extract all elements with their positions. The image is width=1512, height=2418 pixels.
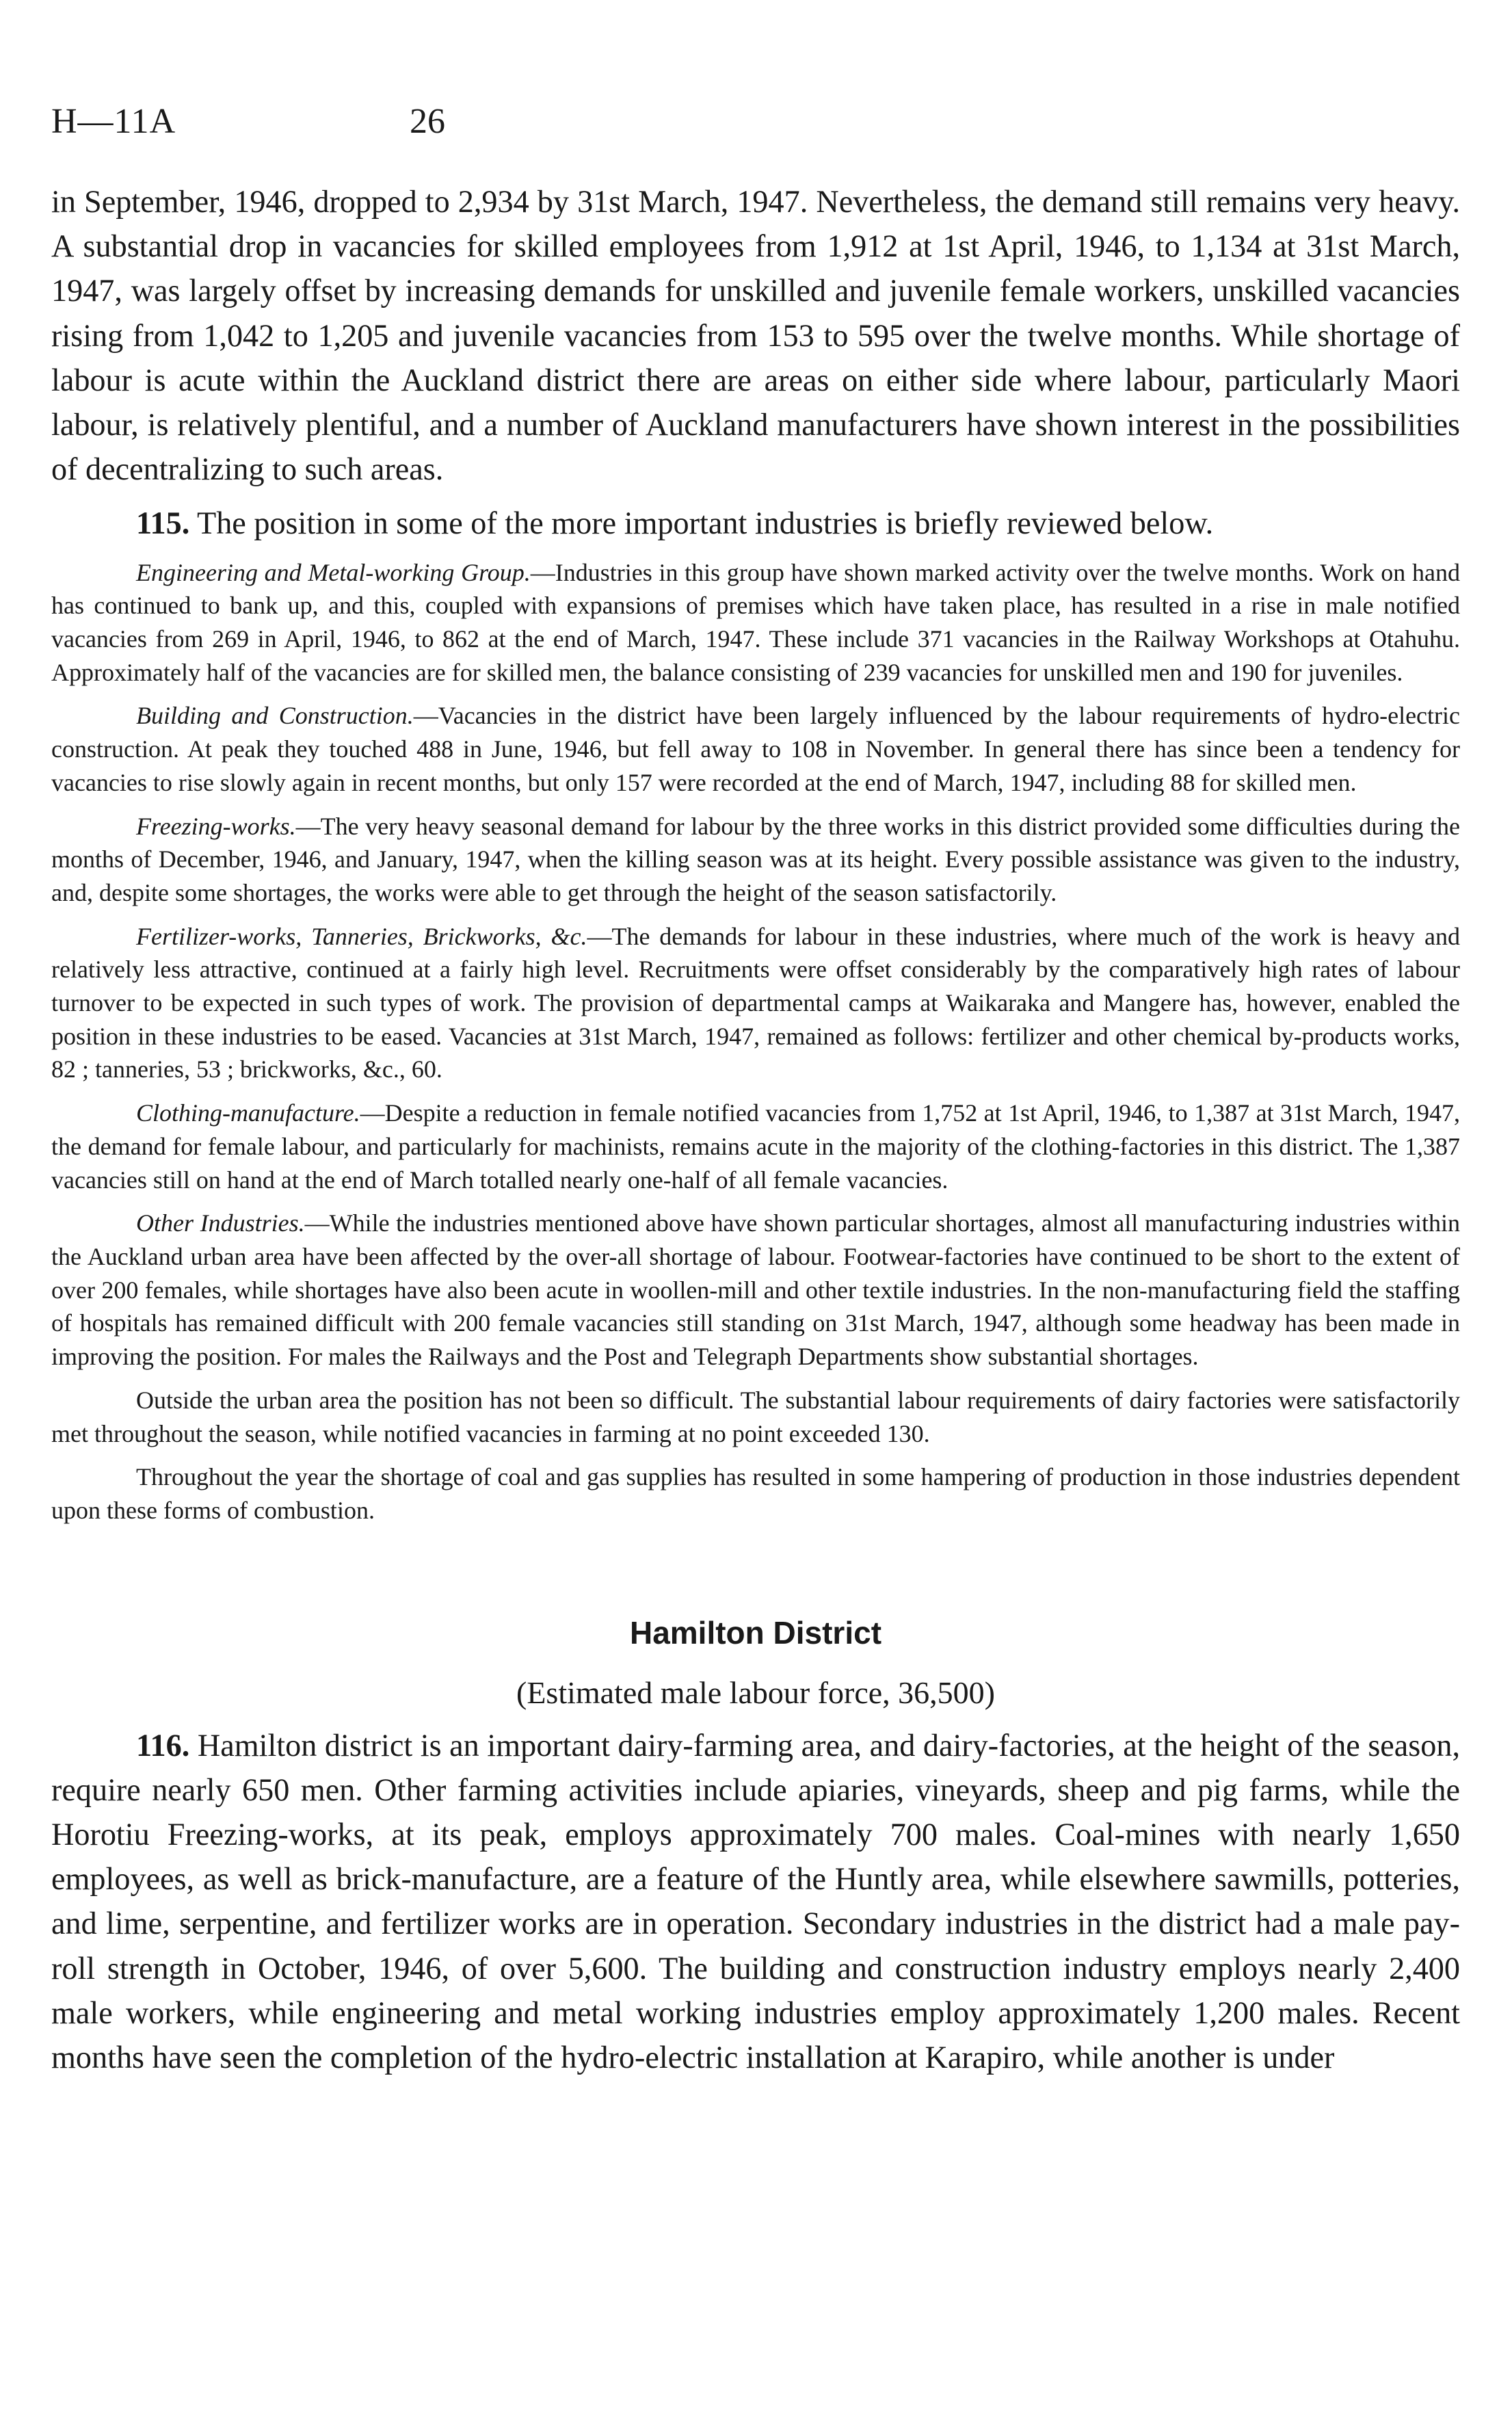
industry-text: —Vacancies in the district have been largely influenced by the labour requirements of hydro-electric construction. At peak they touched 488 in June, 1946, but fell away to 108 in November. In general there has since been a tendency for vacancies to rise slowly again in recent months, but only 157 were recorded at the end of March, 1947, including 88 for skilled men. <box>51 702 1460 796</box>
industry-text: —The very heavy seasonal demand for labour by the three works in this district provided some difficulties during the months of December, 1946, and January, 1947, when the killing season was at its height. Every possible assistance was given to the industry, and, despite some shortages, the works were able to get through the height of the season satisfactorily. <box>51 812 1460 906</box>
paragraph-text: Hamilton district is an important dairy-farming area, and dairy-factories, at the height of the season, require nearly 650 men. Other farming activities include apiaries, vineyards, sheep and pig farms, while the Horotiu Freezing-works, at its peak, employs approximately 700 males. Coal-mines with nearly 1,650 employees, as well as brick-manufacture, are a feature of the Huntly area, while elsewhere sawmills, potteries, and lime, serpentine, and fertilizer works are in operation. Secondary industries in the district had a male pay-roll strength in October, 1946, of over 5,600. The building and construction industry employs nearly 2,400 male workers, while engineering and metal working industries employ approximately 1,200 males. Recent months have seen the completion of the hydro-electric installation at Karapiro, while another is under <box>51 1727 1460 2075</box>
paragraph-116 <box>51 1723 1460 2080</box>
industry-title: Building and Construction. <box>136 702 414 730</box>
industry-text: —Despite a reduction in female notified vacancies from 1,752 at 1st April, 1946, to 1,387 at 31st March, 1947, the demand for female labour, and particularly for machinists, remains acute in the majority of the clothing-factories in this district. The 1,387 vacancies still on hand at the end of March totalled nearly one-half of all female vacancies. <box>51 1099 1460 1194</box>
paragraph-number: 116. <box>136 1727 190 1763</box>
industry-title: Clothing-manufacture. <box>136 1099 360 1127</box>
industry-text: —The demands for labour in these industries, where much of the work is heavy and relatively less attractive, continued at a fairly high level. Recruitments were offset considerably by the comparatively high rates of labour turnover to be expected in such types of work. The provision of departmental camps at Waikaraka and Mangere has, however, enabled the position in these industries to be eased. Vacancies at 31st March, 1947, remained as follows: fertilizer and other chemical by-products works, 82 ; tanneries, 53 ; brickworks, &c., 60. <box>51 922 1461 1083</box>
paragraph-number: 115. <box>136 505 190 541</box>
closing-paragraph: Outside the urban area the position has not been so difficult. The substantial labour requirements of dairy factories were satisfactorily met throughout the season, while notified vacancies in farming at no point exceeded 130. <box>51 1386 1460 1447</box>
section-heading: Hamilton District <box>629 1614 882 1651</box>
industry-paragraph-other <box>51 1207 1460 1374</box>
industry-title: Fertilizer-works, Tanneries, Brickworks, &c. <box>136 922 587 950</box>
section-subheading: (Estimated male labour force, 36,500) <box>516 1674 995 1710</box>
industry-text: —Industries in this group have shown marked activity over the twelve months. Work on hand has continued to bank up, and this, coupled with expansions of premises which have taken place, has resulted in a rise in male notified vacancies from 269 in April, 1946, to 862 at the end of March, 1947. These include 371 vacancies in the Railway Workshops at Otahuhu. Approximately half of the vacancies are for skilled men, the balance consisting of 239 vacancies for unskilled men and 190 for juveniles. <box>51 558 1460 686</box>
industry-paragraph-engineering <box>51 556 1460 689</box>
closing-paragraph: Throughout the year the shortage of coal and gas supplies has resulted in some hampering of production in those industries dependent upon these forms of combustion. <box>51 1463 1460 1524</box>
paragraph-text: The position in some of the more important industries is briefly reviewed below. <box>189 505 1214 541</box>
page-number: 26 <box>410 102 445 141</box>
industry-title: Freezing-works. <box>136 812 296 840</box>
industry-title: Other Industries. <box>136 1209 305 1237</box>
body-text <box>51 179 1460 2079</box>
industry-paragraph-fertilizer <box>51 920 1460 1087</box>
industry-text: —While the industries mentioned above have shown particular shortages, almost all manufacturing industries within the Auckland urban area have been affected by the over-all shortage of labour. Footwear-factories have continued to be short to the extent of over 200 females, while shortages have also been acute in woollen-mill and other textile industries. In the non-manufacturing field the staffing of hospitals has remained difficult with 200 female vacancies still standing on 31st March, 1947, although some headway has been made in improving the position. For males the Railways and the Post and Telegraph Departments show substantial shortages. <box>51 1209 1460 1371</box>
running-head <box>51 101 1460 149</box>
industry-paragraph-building <box>51 699 1460 799</box>
industry-paragraph-clothing <box>51 1096 1460 1196</box>
industry-paragraph-freezing-works <box>51 810 1460 910</box>
intro-paragraph: in September, 1946, dropped to 2,934 by 31st March, 1947. Nevertheless, the demand still remains very heavy. A substantial drop in vacancies for skilled employees from 1,912 at 1st April, 1946, to 1,134 at 31st March, 1947, was largely offset by increasing demands for unskilled and juvenile female workers, unskilled vacancies rising from 1,042 to 1,205 and juvenile vacancies from 153 to 595 over the twelve months. While shortage of labour is acute within the Auckland district there are areas on either side where labour, particularly Maori labour, is relatively plentiful, and a number of Auckland manufacturers have shown interest in the possibilities of decentralizing to such areas. <box>51 184 1460 487</box>
document-reference: H—11A <box>51 102 176 141</box>
industry-title: Engineering and Metal-working Group. <box>136 558 531 586</box>
paragraph-115 <box>51 501 1460 545</box>
